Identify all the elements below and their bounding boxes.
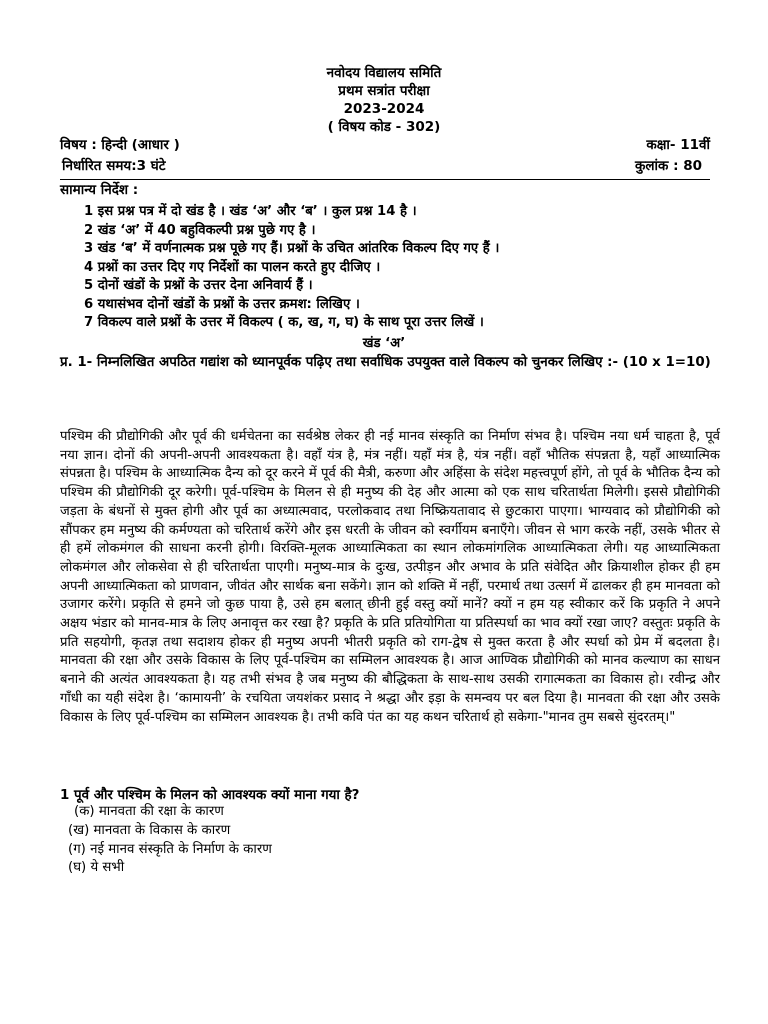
subject-code: ( विषय कोड - 302): [327, 119, 441, 135]
instruction-item: 5 दोनों खंडों के प्रश्नों के उत्तर देना अनिवार्य हैं ।: [84, 278, 313, 293]
instruction-item: 4 प्रश्नों का उत्तर दिए गए निर्देशों का पालन करते हुए दीजिए ।: [84, 260, 381, 275]
subject-label: विषय : हिन्दी (आधार ): [60, 137, 180, 153]
instruction-item: 1 इस प्रश्न पत्र में दो खंड है । खंड ‘अ’ और ‘ब’ । कुल प्रश्न 14 है ।: [84, 204, 417, 219]
exam-name: प्रथम सत्रांत परीक्षा: [338, 83, 430, 99]
time-label: निर्धारित समय:3 घंटे: [62, 158, 166, 174]
option-kha: (ख) मानवता के विकास के कारण: [68, 823, 231, 838]
instruction-item: 7 विकल्प वाले प्रश्नों के उत्तर में विकल्प ( क, ख, ग, घ) के साथ पूरा उत्तर लिखें ।: [84, 315, 484, 330]
option-ka: (क) मानवता की रक्षा के कारण: [74, 804, 224, 819]
header-divider: [60, 179, 710, 180]
session-year: 2023-2024: [343, 101, 425, 117]
org-name: नवोदय विद्यालय समिति: [326, 65, 442, 81]
unseen-passage: पश्चिम की प्रौद्योगिकी और पूर्व की धर्मचेतना का सर्वश्रेष्ठ लेकर ही नई मानव संस्कृति का निर्माण संभव है। पश्चिम नया धर्म चाहता है, पूर्व नया ज्ञान। दोनों की अपनी-अपनी आवश्यकता है। वहाँ यंत्र है, मंत्र नहीं। यहाँ मंत्र है, यंत्र नहीं। वहाँ भौतिक संपन्नता है, यहाँ आध्यात्मिक संपन्नता है। पश्चिम के आध्यात्मिक दैन्य को दूर करने में पूर्व की मैत्री, करुणा और अहिंसा के संदेश महत्त्वपूर्ण होंगे, तो पूर्व के भौतिक दैन्य को पश्चिम की प्रौद्योगिकी दूर करेगी। पूर्व-पश्चिम के मिलन से ही मनुष्य की देह और आत्मा को एक साथ चरितार्थता मिलेगी। इससे प्रौद्योगिकी जड़ता के बंधनों से मुक्त होगी और पूर्व का अध्यात्मवाद, परलोकवाद तथा निष्क्रियतावाद से छुटकारा पाएगा। भाग्यवाद को प्रौद्योगिकी को सौंपकर हम मनुष्य की कर्मण्यता को चरितार्थ करेंगे और इस धरती के जीवन को स्वर्गीयम बनाएँगे। जीवन से भाग करके नहीं, उसके भीतर से ही हमें लोकमंगल की साधना करनी होगी। विरक्ति-मूलक आध्यात्मिकता का स्थान लोकमांगलिक आध्यात्मिकता लेगी। यह आध्यात्मिकता लोकमंगल और लोकसेवा से ही चरितार्थता पाएगी। मनुष्य-मात्र के दुःख, उत्पीड़न और अभाव के प्रति संवेदित और क्रियाशील होकर ही हम अपनी आध्यात्मिकता को प्राणवान, जीवंत और सार्थक बना सकेंगे। ज्ञान को शक्ति में नहीं, परमार्थ तथा उत्सर्ग में ढालकर ही हम मानवता को उजागर करेंगे। प्रकृति से हमने जो कुछ पाया है, उसे हम बलात् छीनी हुई वस्तु क्यों मानें? क्यों न हम यह स्वीकार करें कि प्रकृति ने अपने अक्षय भंडार को मानव-मात्र के लिए अनावृत्त कर रखा है? प्रकृति के प्रति प्रतियोगिता या प्रतिस्पर्धा का भाव क्यों रखा जाए? वस्तुतः प्रकृति के प्रति सहयोगी, कृतज्ञ तथा सदाशय होकर ही मनुष्य अपनी भीतरी प्रकृति को राग-द्वेष से मुक्त करता है और स्पर्धा को प्रेम में बदलता है। मानवता की रक्षा और उसके विकास के लिए पूर्व-पश्चिम का सम्मिलन आवश्यक है। आज आण्विक प्रौद्योगिकी को मानव कल्याण का साधन बनाने की अत्यंत आवश्यकता है। यह तभी संभव है जब मनुष्य की बौद्धिकता के साथ-साथ उसकी रागात्मकता का विकास हो। रवीन्द्र और गाँधी का यही संदेश है। ‘कामायनी’ के रचयिता जयशंकर प्रसाद ने श्रद्धा और इड़ा के समन्वय पर बल दिया है। मानवता की रक्षा और उसके विकास के लिए पूर्व-पश्चिम का सम्मिलन आवश्यक है। तभी कवि पंत का यह कथन चरितार्थ हो सकेगा-"मानव तुम सबसे सुंदरतम्।": [60, 429, 720, 725]
section-title: खंड ‘अ’: [362, 336, 406, 351]
instruction-item: 2 खंड ‘अ’ में 40 बहुविकल्पी प्रश्न पुछे गए है ।: [84, 223, 316, 238]
instruction-item: 3 खंड ‘ब’ में वर्णनात्मक प्रश्न पूछे गए हैं। प्रश्नों के उचित आंतरिक विकल्प दिए गए हैं ।: [84, 241, 500, 256]
total-marks-label: कुलांक : 80: [635, 158, 702, 174]
class-label: कक्षा- 11वीं: [646, 137, 710, 153]
question-1: 1 पूर्व और पश्चिम के मिलन को आवश्यक क्यों माना गया है?: [60, 788, 360, 803]
question-heading: प्र. 1- निम्नलिखित अपठित गद्यांश को ध्यानपूर्वक पढ़िए तथा सर्वाधिक उपयुक्त वाले विकल्प को चुनकर लिखिए :- (10 x 1=10): [60, 355, 711, 370]
option-ga: (ग) नई मानव संस्कृति के निर्माण के कारण: [68, 842, 272, 857]
instruction-item: 6 यथासंभव दोनों खंडों के प्रश्नों के उत्तर क्रमश: लिखिए ।: [84, 297, 360, 312]
option-gha: (घ) ये सभी: [68, 860, 125, 875]
instructions-title: सामान्य निर्देश :: [60, 182, 139, 198]
